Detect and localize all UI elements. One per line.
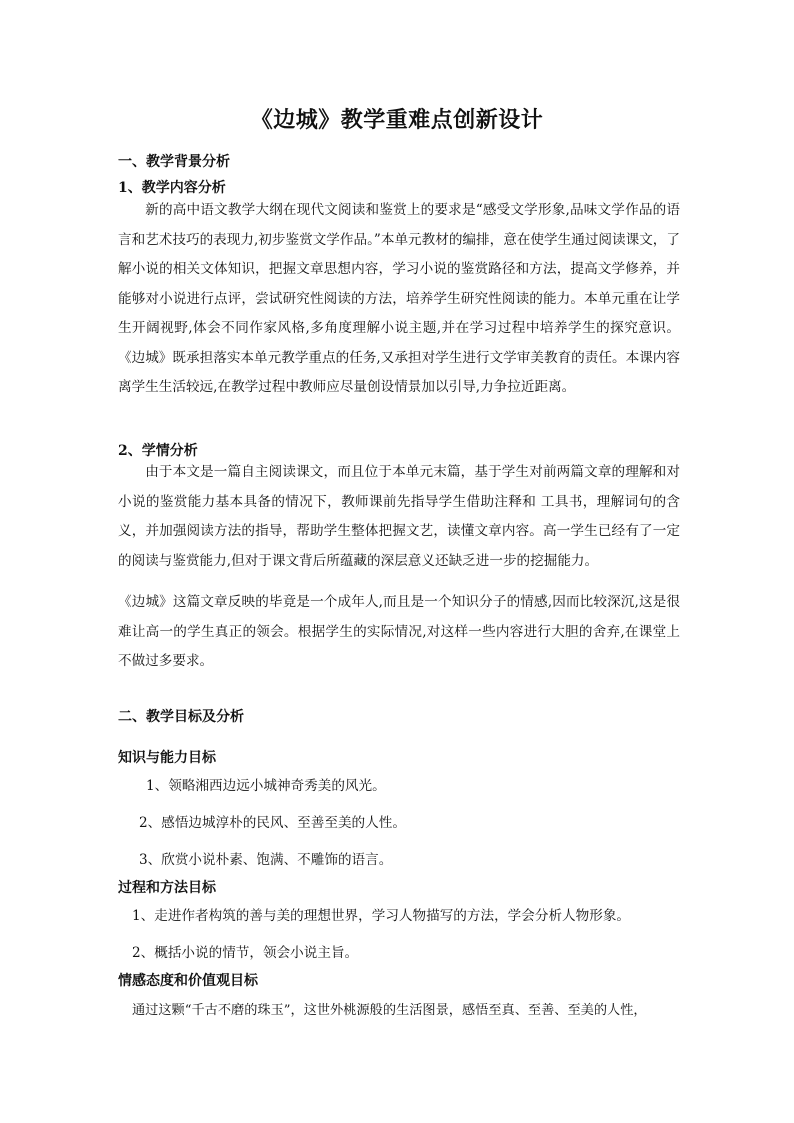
section-heading-goals: 二、教学目标及分析 — [118, 709, 244, 725]
subheading-emotion-goals: 情感态度和价值观目标 — [118, 973, 258, 989]
knowledge-goal-item: 2、感悟边城淳朴的民风、至善至美的人性。 — [139, 815, 406, 831]
document-title: 《边城》教学重难点创新设计 — [250, 107, 544, 133]
subheading-content-analysis: 1、教学内容分析 — [118, 180, 226, 196]
emotion-goal-text: 通过这颗“千古不磨的珠玉”，这世外桃源般的生活图景，感悟至真、至善、至美的人性， — [132, 1003, 647, 1018]
paragraph-text: 《边城》这篇文章反映的毕竟是一个成年人,而且是一个知识分子的情感,因而比较深沉,这是很难让高一的学生真正的领会。根据学生的实际情况,对这样一些内容进行大胆的舍弃,在课堂上不做过多要求。 — [118, 594, 680, 669]
subheading-process-goals: 过程和方法目标 — [118, 880, 216, 896]
subheading-student-analysis: 2、学情分析 — [118, 443, 198, 459]
knowledge-goal-item: 1、领略湘西边远小城神奇秀美的风光。 — [146, 778, 386, 794]
paragraph-text: 由于本文是一篇自主阅读课文，而且位于本单元末篇，基于学生对前两篇文章的理解和对小说的鉴赏能力基本具备的情况下，教师课前先指导学生借助注释和 工具书，理解词句的含义，并加强阅读方法的指导，帮助学生整体把握文艺，读懂文章内容。高一学生已经有了一定的阅读与鉴赏能力,但对于课文背后所蕴藏的深层意义还缺乏进一步的挖掘能力。 — [118, 464, 680, 569]
subheading-knowledge-goals: 知识与能力目标 — [118, 750, 216, 766]
section-heading-background: 一、教学背景分析 — [118, 154, 230, 170]
process-goal-item: 1、走进作者构筑的善与美的理想世界，学习人物描写的方法，学会分析人物形象。 — [132, 908, 631, 924]
knowledge-goal-item: 3、欣赏小说朴素、饱满、不雕饰的语言。 — [139, 852, 393, 868]
paragraph-student-analysis-b — [118, 588, 680, 677]
paragraph-content-analysis — [118, 196, 680, 403]
process-goal-item: 2、概括小说的情节，领会小说主旨。 — [132, 945, 359, 961]
paragraph-student-analysis-a — [118, 458, 680, 576]
paragraph-text: 新的高中语文教学大纲在现代文阅读和鉴赏上的要求是“感受文学形象,品味文学作品的语言和艺术技巧的表现力,初步鉴赏文学作品。”本单元教材的编排，意在使学生通过阅读课文，了解小说的相关文体知识，把握文章思想内容，学习小说的鉴赏路径和方法，提高文学修养，并能够对小说进行点评，尝试研究性阅读的方法，培养学生研究性阅读的能力。本单元重在让学生开阔视野,体会不同作家风格,多角度理解小说主题,并在学习过程中培养学生的探究意识。《边城》既承担落实本单元教学重点的任务,又承担对学生进行文学审美教育的责任。本课内容离学生生活较远,在教学过程中教师应尽量创设情景加以引导,力争拉近距离。 — [118, 202, 680, 395]
